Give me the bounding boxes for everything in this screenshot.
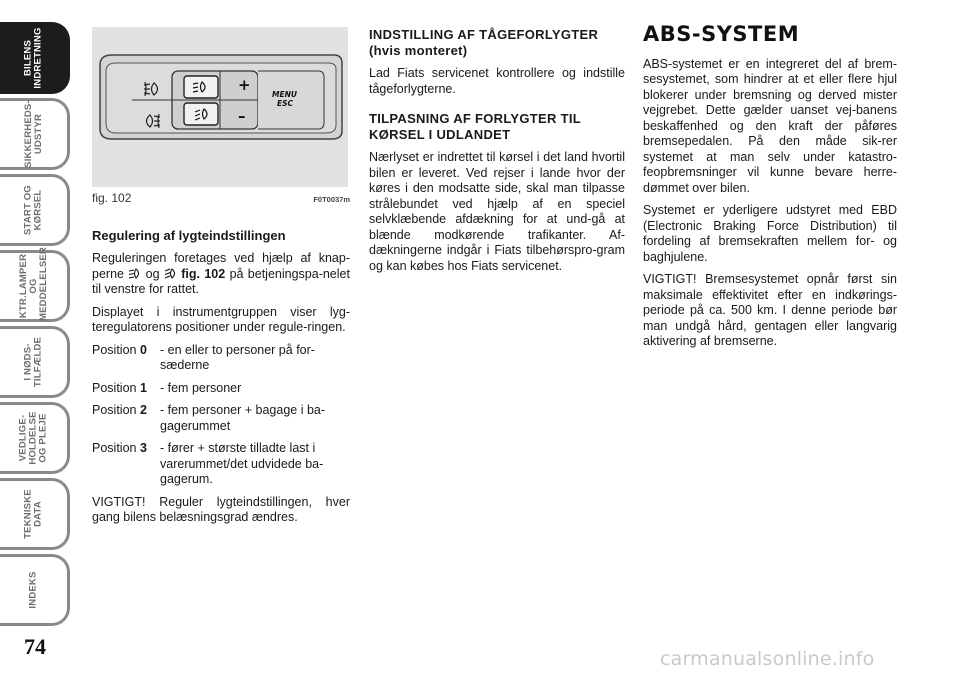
list-item — [92, 441, 350, 488]
headlight-up-icon — [128, 268, 141, 279]
control-panel-illustration — [92, 27, 348, 187]
tab-label: KTR.LAMPER OG MEDDELELSER — [17, 247, 49, 321]
figure-reference: fig. 102 — [181, 266, 226, 281]
tab-label: START OG KØRSEL — [22, 185, 44, 235]
figure-102 — [92, 27, 348, 187]
heading-text: INDSTILLING AF TÅGEFORLYGTER — [369, 27, 599, 42]
paragraph: Systemet er yderligere udstyret med EBD (Electronic Braking Force Distribution) til fordeling af bremsekraften mellem for- og baghjulene. — [643, 203, 897, 264]
position-number: 0 — [139, 342, 147, 357]
position-text: - fem personer — [160, 380, 242, 395]
tab-vedligeholdelse[interactable] — [0, 402, 70, 474]
position-list — [92, 343, 350, 488]
tab-i-nodstilfaelde[interactable] — [0, 326, 70, 398]
tab-bilens-indretning[interactable] — [0, 22, 70, 94]
position-number: 3 — [139, 441, 147, 455]
tab-label: SIKKERHEDS- UDSTYR — [22, 100, 44, 168]
paragraph: Nærlyset er indrettet til kørsel i det land hvortil bilen er leveret. Ved rejser i lande hvor der køres i den modsatte side, skal man tilpasse strålebundet ved hjælp af en speciel selvklæbende afdækning for at und-gå at blænde modkørende trafikanter. Af-dækningerne indgår i Fiats tilbehørspro-gram og kan købes hos Fiats servicenet. — [369, 150, 625, 273]
list-item — [92, 343, 350, 374]
paragraph: Displayet i instrumentgruppen viser lyg-teregulatorens positioner under regule-ringen. — [92, 304, 350, 334]
figure-label: fig. 102 — [92, 191, 132, 205]
esc-label: ESC — [277, 99, 294, 108]
paragraph-note: VIGTIGT! Bremsesystemet opnår først sin maksimale effektivitet efter en indkørings-periode på ca. 500 km. I denne periode bør man undgå hård, gentagen eller langvarig aktivering af bremserne. — [643, 272, 897, 348]
section-heading-lygteindstilling: Regulering af lygteindstillingen — [92, 227, 286, 243]
paragraph: ABS-systemet er en integreret del af brem-sesystemet, som hindrer at et eller flere hjul blokerer under bremsning og derved mister vejgrebet. Dette gælder uanset vej-banens beskaffenhed og den kraft der påføres bremsepedalen. På den måde sik-rer systemet at man selv under katastro-feopbremsninger vil kunne bevare herre-dømmet over bilen. — [643, 56, 897, 195]
tab-label: INDEKS — [27, 571, 39, 609]
column-right — [643, 22, 897, 357]
figure-code: F0T0037m — [313, 195, 350, 204]
text-run: Reguleringen foretages ved hjælp af knap-perne — [92, 251, 350, 281]
paragraph-note: VIGTIGT! Reguler lygteindstillingen, hver gang bilens belæsningsgrad ændres. — [92, 494, 350, 524]
tab-label: BILENS INDRETNING — [22, 27, 44, 89]
position-number: 1 — [139, 380, 147, 395]
position-text: - en eller to personer på for-sæderne — [160, 342, 315, 372]
tab-sikkerhedsudstyr[interactable] — [0, 98, 70, 170]
plus-label: + — [238, 76, 251, 94]
column-middle — [369, 27, 625, 281]
position-word: Position — [92, 342, 137, 357]
tab-label: TEKNISKE DATA — [22, 489, 44, 539]
position-word: Position — [92, 441, 137, 455]
list-item — [92, 403, 350, 434]
paragraph — [92, 251, 350, 298]
section-title-abs: ABS-SYSTEM — [643, 22, 800, 46]
tab-indeks[interactable] — [0, 554, 70, 626]
watermark: carmanualsonline.info — [660, 648, 875, 670]
position-text: - fører + største tilladte last i varerummet/det udvidede ba-gagerum. — [160, 441, 324, 486]
position-number: 2 — [139, 403, 147, 417]
headlight-down-icon — [164, 268, 177, 279]
list-item — [92, 381, 350, 397]
tab-start-og-korsel[interactable] — [0, 174, 70, 246]
column-left — [92, 27, 350, 533]
text-run: og — [145, 266, 160, 281]
section-heading-udlandet: TILPASNING AF FORLYGTER TIL KØRSEL I UDLANDET — [369, 111, 581, 142]
tab-label: I NØDS- TILFÆLDE — [22, 336, 44, 388]
heading-subtext: (hvis monteret) — [369, 42, 468, 58]
menu-label: MENU — [272, 90, 297, 99]
headlight-down-button — [184, 103, 218, 125]
minus-label: – — [238, 107, 246, 125]
figure-caption — [92, 191, 350, 208]
page-number: 74 — [24, 634, 46, 659]
tab-label: VEDLIGE- HOLDELSE OG PLEJE — [17, 411, 49, 465]
text-run: på betjeningspa-nelet til venstre for rattet. — [92, 266, 350, 296]
tab-tekniske-data[interactable] — [0, 478, 70, 550]
position-word: Position — [92, 403, 137, 417]
position-word: Position — [92, 380, 137, 395]
section-heading-taageforlygter — [369, 27, 625, 58]
position-text: - fem personer + bagage i ba-gagerummet — [160, 403, 326, 433]
tab-kontrollamper[interactable] — [0, 247, 70, 322]
paragraph: Lad Fiats servicenet kontrollere og indstille tågeforlygterne. — [369, 66, 625, 96]
